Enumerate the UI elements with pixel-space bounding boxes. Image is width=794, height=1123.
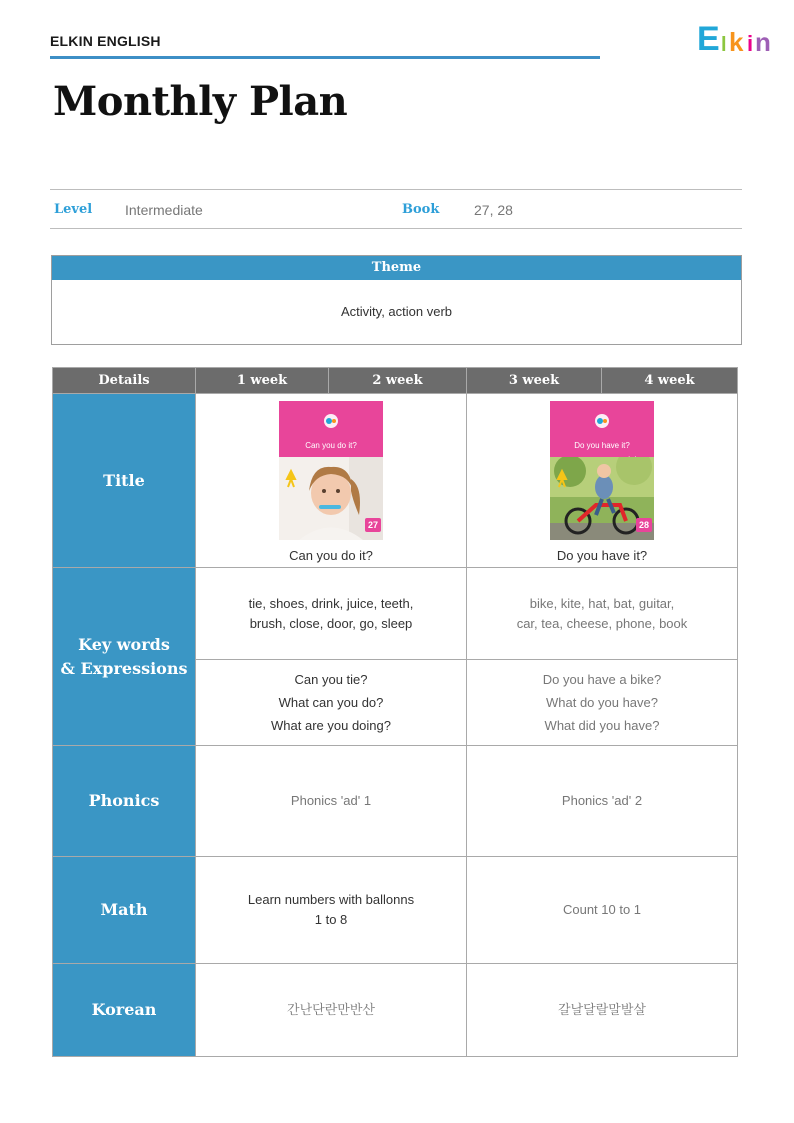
book-logo-icon [550, 409, 654, 433]
elkin-logo [697, 18, 781, 56]
book-label: Book [402, 202, 440, 217]
keywords-left-line2: brush, close, door, go, sleep [249, 615, 413, 631]
monthly-plan-table [52, 367, 738, 1057]
book-number: 27 [365, 518, 381, 532]
keywords-right-line2: car, tea, cheese, phone, book [516, 615, 688, 631]
phonics-right: Phonics 'ad' 2 [467, 746, 738, 857]
book-caption: Do you have it? [556, 548, 648, 563]
expression-item: What do you have? [545, 695, 659, 710]
keywords-label-line2: & Expressions [60, 658, 188, 678]
book-logo-icon [279, 409, 383, 433]
book-caption: Can you do it? [289, 548, 373, 563]
row-label-phonics: Phonics [53, 746, 196, 857]
header-week-4: 4 week [602, 368, 738, 394]
title-row [53, 394, 738, 568]
math-left-line1: Learn numbers with ballonns [247, 892, 415, 907]
keywords-label-line1: Key words [78, 634, 170, 654]
expression-item: Do you have a bike? [542, 672, 662, 687]
korean-left: 간난단란만반산 [196, 964, 467, 1057]
info-bar [50, 189, 742, 229]
table-header-row [53, 368, 738, 394]
keywords-right-line1: bike, kite, hat, bat, guitar, [529, 595, 675, 611]
svg-text:k: k [729, 27, 744, 56]
brand-name: ELKIN ENGLISH [50, 33, 161, 49]
level-label: Level [54, 202, 93, 217]
header-week-1: 1 week [196, 368, 329, 394]
theme-heading: Theme [52, 256, 741, 280]
keywords-left-line1: tie, shoes, drink, juice, teeth, [248, 595, 414, 611]
book-cover-27 [279, 401, 383, 540]
book-value: 27, 28 [474, 202, 513, 218]
math-right: Count 10 to 1 [467, 857, 738, 964]
header-details: Details [53, 368, 196, 394]
svg-text:l: l [721, 34, 727, 56]
expression-item: What did you have? [544, 718, 660, 733]
svg-text:i: i [747, 31, 754, 56]
math-left-line2: 1 to 8 [314, 912, 348, 927]
svg-text:E: E [697, 20, 720, 56]
theme-value: Activity, action verb [340, 304, 453, 319]
math-row [53, 857, 738, 964]
expression-item: What can you do? [278, 695, 384, 710]
row-label-title: Title [53, 394, 196, 568]
book-number: 28 [636, 518, 652, 532]
korean-right: 갈날달랄말발살 [467, 964, 738, 1057]
page-title: Monthly Plan [53, 78, 348, 125]
svg-text:n: n [755, 27, 771, 56]
keywords-left [196, 568, 467, 660]
expression-item: What are you doing? [271, 718, 391, 733]
book-title: Do you have it? [574, 441, 630, 450]
korean-row [53, 964, 738, 1057]
book-cover-28 [550, 401, 654, 540]
math-left [196, 857, 467, 964]
title-cell-left [196, 394, 467, 568]
book-title: Can you do it? [305, 441, 357, 450]
row-label-korean: Korean [53, 964, 196, 1057]
expressions-right [467, 660, 738, 746]
phonics-row [53, 746, 738, 857]
row-label-keywords [53, 568, 196, 746]
phonics-left: Phonics 'ad' 1 [196, 746, 467, 857]
level-value: Intermediate [125, 202, 203, 218]
expression-item: Can you tie? [294, 672, 368, 687]
expressions-left [196, 660, 467, 746]
title-cell-right [467, 394, 738, 568]
keywords-row [53, 568, 738, 660]
brand-underline [50, 56, 600, 59]
header-week-3: 3 week [467, 368, 602, 394]
header-week-2: 2 week [329, 368, 467, 394]
row-label-math: Math [53, 857, 196, 964]
keywords-right [467, 568, 738, 660]
theme-box [51, 255, 742, 345]
